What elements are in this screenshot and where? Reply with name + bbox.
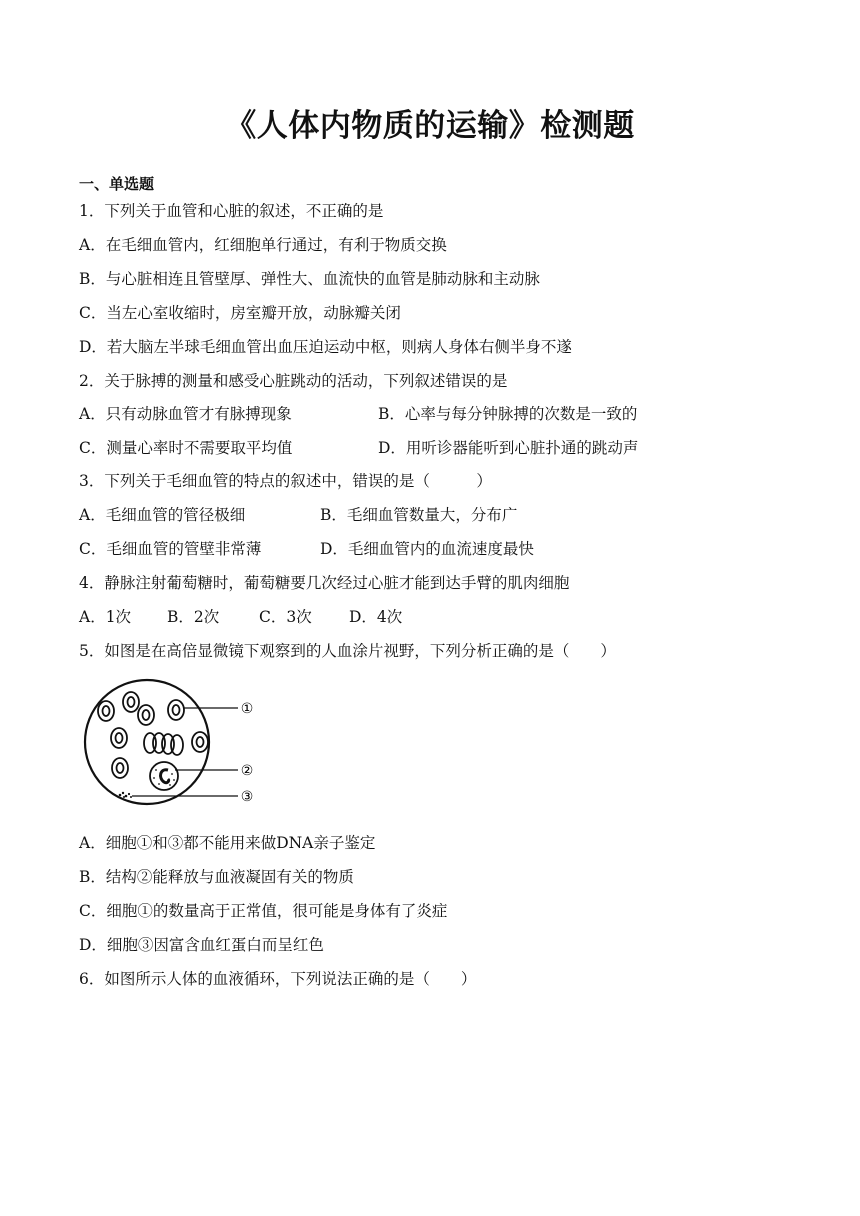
question-3-option-d: D．毛细血管内的血流速度最快 xyxy=(320,540,534,558)
question-3-stem: 3．下列关于毛细血管的特点的叙述中，错误的是（ ） xyxy=(79,472,492,490)
question-4-option-b: B．2次 xyxy=(167,608,220,626)
question-1-option-b: B．与心脏相连且管壁厚、弹性大、血流快的血管是肺动脉和主动脉 xyxy=(79,270,540,288)
question-6-stem: 6．如图所示人体的血液循环，下列说法正确的是（ ） xyxy=(79,970,477,988)
microscope-field-circle xyxy=(85,680,209,804)
question-5-option-c: C．细胞①的数量高于正常值，很可能是身体有了炎症 xyxy=(79,902,448,920)
question-4-option-c: C．3次 xyxy=(259,608,312,626)
question-2-option-d: D．用听诊器能听到心脏扑通的跳动声 xyxy=(378,439,639,457)
page-title: 《人体内物质的运输》检测题 xyxy=(225,108,635,144)
question-4-stem: 4．静脉注射葡萄糖时，葡萄糖要几次经过心脏才能到达手臂的肌肉细胞 xyxy=(79,574,570,592)
question-2-option-b: B．心率与每分钟脉搏的次数是一致的 xyxy=(378,405,638,423)
question-1-option-c: C．当左心室收缩时，房室瓣开放，动脉瓣关闭 xyxy=(79,304,401,322)
question-2-stem: 2．关于脉搏的测量和感受心脏跳动的活动，下列叙述错误的是 xyxy=(79,372,508,390)
question-5-stem: 5．如图是在高倍显微镜下观察到的人血涂片视野，下列分析正确的是（ ） xyxy=(79,642,616,660)
question-3-option-a: A．毛细血管的管径极细 xyxy=(79,506,246,524)
figure-label-2: ② xyxy=(240,763,254,779)
question-1-option-a: A．在毛细血管内，红细胞单行通过，有利于物质交换 xyxy=(79,236,447,254)
figure-label-1: ① xyxy=(240,701,254,717)
question-2-option-c: C．测量心率时不需要取平均值 xyxy=(79,439,293,457)
question-1-option-d: D．若大脑左半球毛细血管出血压迫运动中枢，则病人身体右侧半身不遂 xyxy=(79,338,572,356)
question-3-option-c: C．毛细血管的管壁非常薄 xyxy=(79,540,262,558)
white-blood-cell xyxy=(150,762,178,790)
blood-smear-figure xyxy=(80,678,260,808)
question-5-option-d: D．细胞③因富含血红蛋白而呈红色 xyxy=(79,936,324,954)
question-3-option-b: B．毛细血管数量大，分布广 xyxy=(320,506,518,524)
question-5-option-b: B．结构②能释放与血液凝固有关的物质 xyxy=(79,868,354,886)
red-blood-cells xyxy=(98,692,208,778)
question-4-option-a: A．1次 xyxy=(79,608,132,626)
figure-label-3: ③ xyxy=(240,789,254,805)
section-heading: 一、单选题 xyxy=(79,175,155,193)
question-5-option-a: A．细胞①和③都不能用来做DNA亲子鉴定 xyxy=(79,834,376,852)
question-4-option-d: D．4次 xyxy=(349,608,403,626)
question-1-stem: 1．下列关于血管和心脏的叙述，不正确的是 xyxy=(79,202,384,220)
question-2-option-a: A．只有动脉血管才有脉搏现象 xyxy=(79,405,292,423)
